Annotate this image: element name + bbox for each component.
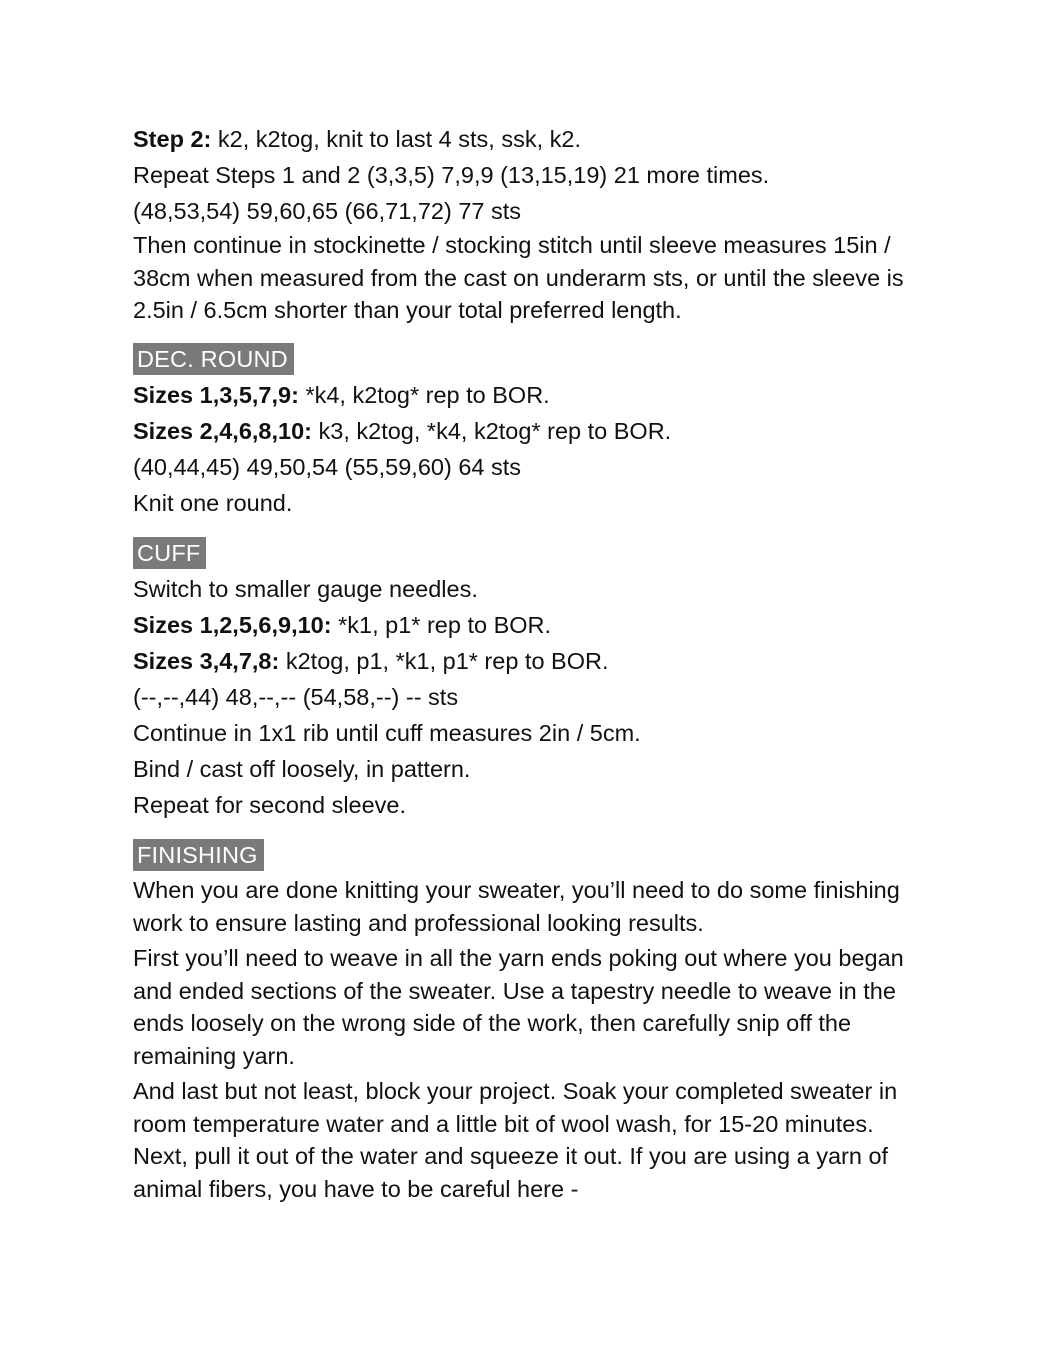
finishing-paragraph-1: When you are done knitting your sweater, you’ll need to do some finishing work to ensure lasting and professional looking results. bbox=[133, 877, 900, 936]
cuff-count: (--,--,44) 48,--,-- (54,58,--) -- sts bbox=[133, 683, 459, 710]
cuff-repeat-line: Repeat for second sleeve. bbox=[133, 791, 407, 818]
dec-round-sizes-b bbox=[133, 413, 933, 449]
dec-round-sizes-a-label: Sizes 1,3,5,7,9: bbox=[133, 381, 299, 408]
cuff-sizes-b-text: k2tog, p1, *k1, p1* rep to BOR. bbox=[279, 647, 609, 674]
cuff-heading: CUFF bbox=[133, 537, 206, 569]
dec-round-sizes-b-text: k3, k2tog, *k4, k2tog* rep to BOR. bbox=[311, 417, 672, 444]
step2-label: Step 2: bbox=[133, 126, 212, 152]
repeat-steps-line: Repeat Steps 1 and 2 (3,3,5) 7,9,9 (13,15,19) 21 more times. bbox=[133, 162, 770, 188]
knit-one-round: Knit one round. bbox=[133, 489, 293, 516]
step2-line bbox=[133, 121, 933, 157]
cuff-sizes-a-text: *k1, p1* rep to BOR. bbox=[331, 611, 552, 638]
cuff-switch-line: Switch to smaller gauge needles. bbox=[133, 575, 478, 602]
pattern-page bbox=[133, 121, 933, 1208]
cuff-section-header bbox=[133, 535, 933, 571]
cuff-bind-line: Bind / cast off loosely, in pattern. bbox=[133, 755, 471, 782]
dec-round-count: (40,44,45) 49,50,54 (55,59,60) 64 sts bbox=[133, 453, 522, 480]
dec-round-sizes-a-text: *k4, k2tog* rep to BOR. bbox=[298, 381, 550, 408]
finishing-paragraph-3: And last but not least, block your project. Soak your completed sweater in room temperature water and a little bit of wool wash, for 15-20 minutes. Next, pull it out of the water and squeeze it out. If you are using a yarn of animal fibers, you have to be careful here - bbox=[133, 1078, 898, 1202]
cuff-sizes-b-label: Sizes 3,4,7,8: bbox=[133, 647, 280, 674]
dec-round-sizes-a bbox=[133, 377, 933, 413]
cuff-continue-line: Continue in 1x1 rib until cuff measures 2in / 5cm. bbox=[133, 719, 641, 746]
continue-paragraph: Then continue in stockinette / stocking stitch until sleeve measures 15in / 38cm when measured from the cast on underarm sts, or until the sleeve is 2.5in / 6.5cm shorter than your total preferred length. bbox=[133, 232, 904, 323]
cuff-sizes-a-label: Sizes 1,2,5,6,9,10: bbox=[133, 611, 332, 638]
dec-round-heading: DEC. ROUND bbox=[133, 343, 294, 375]
finishing-paragraph-2: First you’ll need to weave in all the yarn ends poking out where you began and ended sections of the sweater. Use a tapestry needle to weave in the ends loosely on the wrong side of the work, then carefully snip off the remaining yarn. bbox=[133, 945, 904, 1069]
cuff-sizes-a bbox=[133, 607, 933, 643]
finishing-heading: FINISHING bbox=[133, 839, 264, 871]
step2-text: k2, k2tog, knit to last 4 sts, ssk, k2. bbox=[211, 126, 581, 152]
dec-round-sizes-b-label: Sizes 2,4,6,8,10: bbox=[133, 417, 312, 444]
dec-round-section-header bbox=[133, 341, 933, 377]
cuff-sizes-b bbox=[133, 643, 933, 679]
finishing-section-header bbox=[133, 837, 933, 873]
stitch-count-line: (48,53,54) 59,60,65 (66,71,72) 77 sts bbox=[133, 198, 522, 224]
